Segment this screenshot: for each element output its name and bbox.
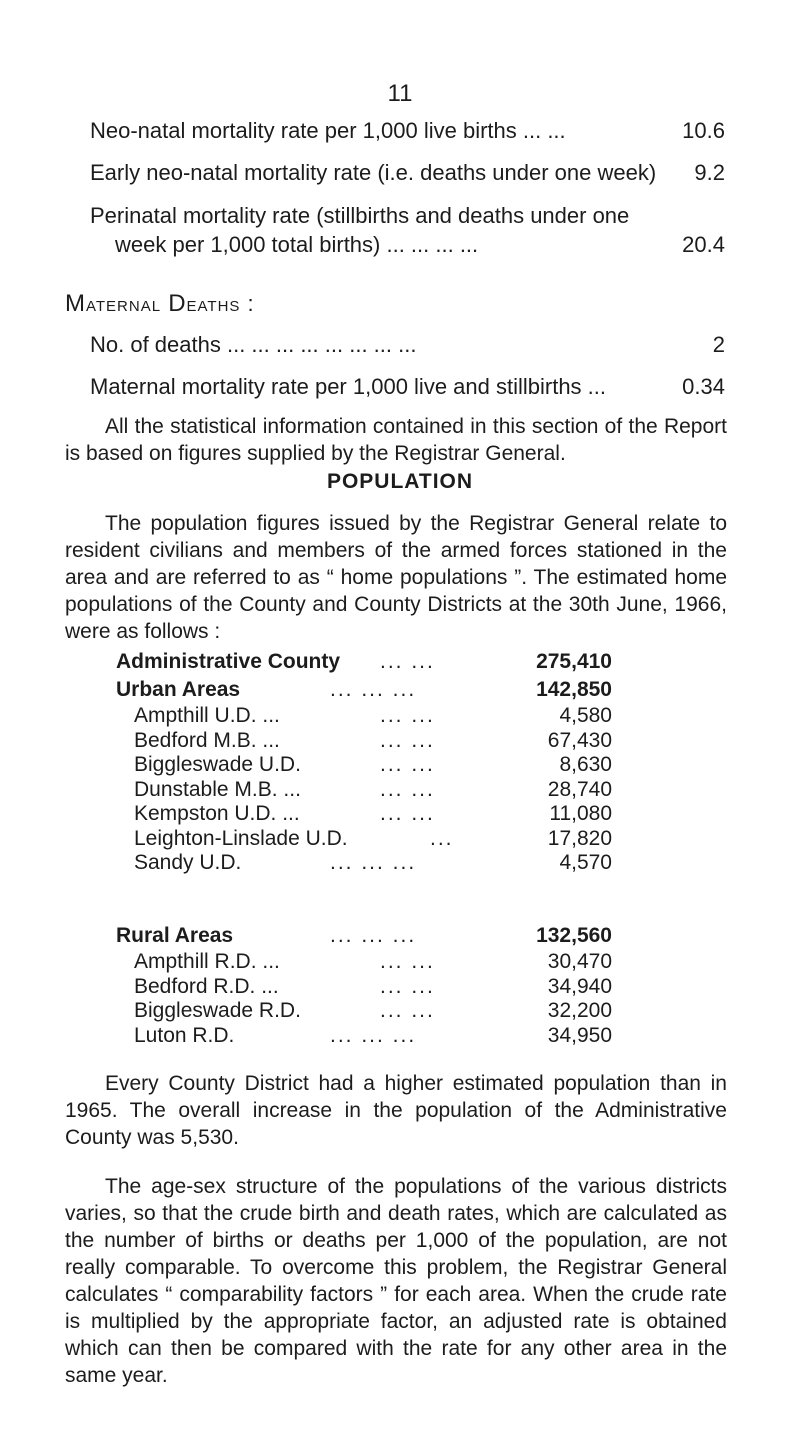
- district-population: 11,080: [549, 802, 612, 825]
- district-leader-dots: ... ...: [380, 999, 435, 1022]
- neonatal-rate-label: Neo-natal mortality rate per 1,000 live births ... ...: [90, 118, 566, 143]
- rural-areas-label: Rural Areas: [116, 924, 234, 947]
- district-population: 30,470: [547, 950, 612, 973]
- district-leader-dots: ... ...: [380, 728, 435, 752]
- urban-areas-value: 142,850: [536, 678, 612, 701]
- early-neonatal-rate-label: Early neo-natal mortality rate (i.e. deaths under one week): [90, 160, 657, 185]
- district-leader-dots: ...: [430, 826, 454, 850]
- district-leader-dots: ... ...: [380, 704, 435, 727]
- district-name: Leighton-Linslade U.D.: [134, 826, 348, 850]
- district-leader-dots: ... ... ...: [330, 1023, 417, 1047]
- district-leader-dots: ... ... ...: [330, 851, 417, 874]
- district-leader-dots: ... ...: [380, 802, 435, 825]
- district-name: Ampthill U.D. ...: [134, 704, 280, 727]
- district-population: 67,430: [547, 728, 612, 752]
- district-leader-dots: ... ...: [380, 753, 435, 776]
- district-name: Kempston U.D. ...: [134, 802, 300, 825]
- deaths-count-value: 2: [712, 332, 725, 357]
- admin-county-value: 275,410: [536, 650, 612, 673]
- maternal-rate-label: Maternal mortality rate per 1,000 live and stillbirths ...: [90, 374, 607, 399]
- district-name: Biggleswade U.D.: [134, 753, 301, 776]
- increase-note: Every County District had a higher estimated population than in 1965. The overall increase in the population of the Administrative County was 5,530.: [65, 1072, 727, 1149]
- urban-areas-dots: ... ... ...: [330, 678, 417, 701]
- district-population: 32,200: [547, 999, 612, 1022]
- admin-county-dots: ... ...: [380, 650, 435, 673]
- neonatal-rate-value: 10.6: [682, 118, 725, 143]
- age-sex-note: The age-sex structure of the populations of the various districts varies, so that the crude birth and death rates, which are calculated as the number of births or deaths per 1,000 of the population, are not really comparable. To overcome this problem, the Registrar General calculates “ comparability factors ” for each area. When the crude rate is multiplied by the appropriate factor, an adjusted rate is obtained which can then be compared with the rate for any other area in the same year.: [65, 1175, 727, 1387]
- district-name: Dunstable M.B. ...: [134, 777, 301, 801]
- perinatal-rate-label-line1: Perinatal mortality rate (stillbirths and deaths under one: [90, 203, 630, 228]
- district-population: 28,740: [547, 777, 612, 801]
- population-intro: The population figures issued by the Registrar General relate to resident civilians and members of the armed forces stationed in the area and are referred to as “ home populations ”. The estimated home populations of the County and County Districts at the 30th June, 1966, were as follows :: [65, 512, 727, 643]
- maternal-deaths-heading: Maternal Deaths :: [65, 290, 255, 317]
- deaths-count-label: No. of deaths ... ... ... ... ... ... ... ...: [90, 332, 417, 357]
- urban-areas-label: Urban Areas: [116, 678, 241, 701]
- district-population: 4,580: [559, 704, 612, 727]
- rural-areas-value: 132,560: [536, 924, 612, 947]
- page-number: 11: [387, 80, 413, 107]
- admin-county-label: Administrative County: [116, 650, 341, 673]
- district-name: Luton R.D.: [134, 1023, 235, 1047]
- district-population: 8,630: [559, 753, 612, 776]
- district-leader-dots: ... ...: [380, 974, 435, 998]
- rural-areas-dots: ... ... ...: [330, 924, 417, 947]
- district-leader-dots: ... ...: [380, 777, 435, 801]
- population-title: POPULATION: [326, 470, 474, 493]
- district-population: 34,940: [547, 974, 612, 998]
- perinatal-rate-value: 20.4: [682, 232, 725, 257]
- district-name: Bedford M.B. ...: [134, 728, 280, 752]
- district-leader-dots: ... ...: [380, 950, 435, 973]
- district-name: Ampthill R.D. ...: [134, 950, 280, 973]
- maternal-rate-value: 0.34: [682, 374, 725, 399]
- district-population: 34,950: [547, 1023, 612, 1047]
- statistical-note: All the statistical information contained in this section of the Report is based on figures supplied by the Registrar General.: [65, 415, 727, 465]
- district-name: Biggleswade R.D.: [134, 999, 301, 1022]
- district-name: Sandy U.D.: [134, 851, 242, 874]
- perinatal-rate-label-line2: week per 1,000 total births) ... ... ... ...: [115, 232, 479, 257]
- district-name: Bedford R.D. ...: [134, 974, 279, 998]
- district-population: 4,570: [559, 851, 612, 874]
- early-neonatal-rate-value: 9.2: [694, 160, 725, 185]
- district-population: 17,820: [547, 826, 612, 850]
